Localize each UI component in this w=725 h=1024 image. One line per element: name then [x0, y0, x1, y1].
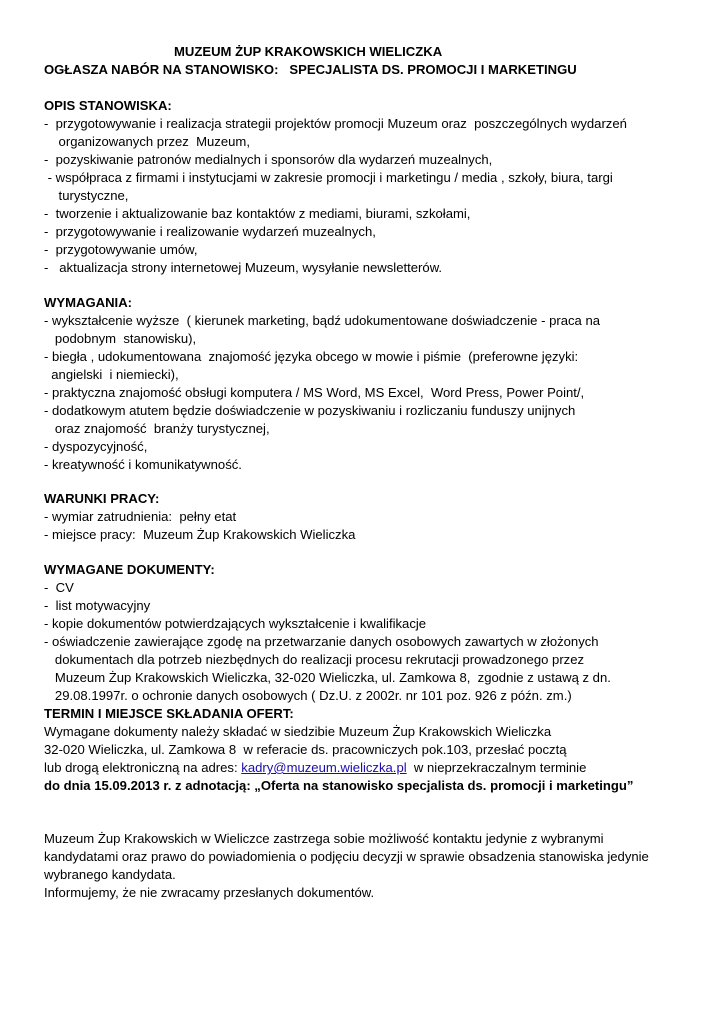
- footer-line: kandydatami oraz prawo do powiadomienia o podjęciu decyzji w sprawie obsadzenia stanowiska jedynie: [44, 849, 649, 864]
- dokumenty-heading: WYMAGANE DOKUMENTY:: [44, 562, 215, 577]
- wymagania-line: - biegła , udokumentowana znajomość języka obcego w mowie i piśmie (preferowne języki:: [44, 349, 579, 364]
- dokumenty-line: 29.08.1997r. o ochronie danych osobowych ( Dz.U. z 2002r. nr 101 poz. 926 z późn. zm.): [44, 688, 572, 703]
- warunki-line: - miejsce pracy: Muzeum Żup Krakowskich Wieliczka: [44, 527, 356, 542]
- wymagania-line: - dyspozycyjność,: [44, 439, 148, 454]
- opis-line: - aktualizacja strony internetowej Muzeum, wysyłanie newsletterów.: [44, 260, 443, 275]
- termin-email-suffix: w nieprzekraczalnym terminie: [406, 760, 587, 775]
- opis-line: - tworzenie i aktualizowanie baz kontaktów z mediami, biurami, szkołami,: [44, 206, 471, 221]
- opis-line: organizowanych przez Muzeum,: [44, 134, 250, 149]
- org-title: MUZEUM ŻUP KRAKOWSKICH WIELICZKA: [174, 44, 443, 59]
- position-announcement: OGŁASZA NABÓR NA STANOWISKO: SPECJALISTA DS. PROMOCJI I MARKETINGU: [44, 62, 577, 77]
- opis-line: - przygotowywanie i realizacja strategii projektów promocji Muzeum oraz poszczególnych wydarzeń: [44, 116, 627, 131]
- dokumenty-line: - CV: [44, 580, 74, 595]
- dokumenty-line: - kopie dokumentów potwierdzających wykształcenie i kwalifikacje: [44, 616, 427, 631]
- wymagania-line: - dodatkowym atutem będzie doświadczenie w pozyskiwaniu i rozliczaniu funduszy unijnych: [44, 403, 576, 418]
- wymagania-heading: WYMAGANIA:: [44, 295, 133, 310]
- wymagania-line: angielski i niemiecki),: [44, 367, 179, 382]
- termin-line: Wymagane dokumenty należy składać w siedzibie Muzeum Żup Krakowskich Wieliczka: [44, 724, 552, 739]
- wymagania-line: - kreatywność i komunikatywność.: [44, 457, 242, 472]
- termin-email-line: [44, 759, 586, 777]
- wymagania-line: oraz znajomość branży turystycznej,: [44, 421, 270, 436]
- footer-line: Muzeum Żup Krakowskich w Wieliczce zastrzega sobie możliwość kontaktu jedynie z wybranymi: [44, 831, 604, 846]
- footer-line: wybranego kandydata.: [44, 867, 176, 882]
- termin-line: 32-020 Wieliczka, ul. Zamkowa 8 w referacie ds. pracowniczych pok.103, przesłać pocztą: [44, 742, 567, 757]
- warunki-line: - wymiar zatrudnienia: pełny etat: [44, 509, 237, 524]
- wymagania-line: podobnym stanowisku),: [44, 331, 197, 346]
- opis-line: - współpraca z firmami i instytucjami w zakresie promocji i marketingu / media , szkoły, biura, targi: [44, 170, 613, 185]
- dokumenty-line: - oświadczenie zawierające zgodę na przetwarzanie danych osobowych zawartych w złożonych: [44, 634, 599, 649]
- warunki-heading: WARUNKI PRACY:: [44, 491, 160, 506]
- termin-email-prefix: lub drogą elektroniczną na adres:: [44, 760, 242, 775]
- footer-line: Informujemy, że nie zwracamy przesłanych dokumentów.: [44, 885, 375, 900]
- opis-line: turystyczne,: [44, 188, 129, 203]
- opis-line: - przygotowywanie umów,: [44, 242, 198, 257]
- termin-heading: TERMIN I MIEJSCE SKŁADANIA OFERT:: [44, 706, 294, 721]
- deadline-line: do dnia 15.09.2013 r. z adnotacją: „Oferta na stanowisko specjalista ds. promocji i marketingu”: [44, 778, 634, 793]
- opis-line: - pozyskiwanie patronów medialnych i sponsorów dla wydarzeń muzealnych,: [44, 152, 493, 167]
- wymagania-line: - praktyczna znajomość obsługi komputera / MS Word, MS Excel, Word Press, Power Point/,: [44, 385, 585, 400]
- opis-heading: OPIS STANOWISKA:: [44, 98, 172, 113]
- dokumenty-line: - list motywacyjny: [44, 598, 151, 613]
- opis-line: - przygotowywanie i realizowanie wydarzeń muzealnych,: [44, 224, 376, 239]
- email-link[interactable]: kadry@muzeum.wieliczka.pl: [241, 760, 407, 775]
- wymagania-line: - wykształcenie wyższe ( kierunek marketing, bądź udokumentowane doświadczenie - praca na: [44, 313, 601, 328]
- dokumenty-line: Muzeum Żup Krakowskich Wieliczka, 32-020 Wieliczka, ul. Zamkowa 8, zgodnie z ustawą z dn.: [44, 670, 611, 685]
- dokumenty-line: dokumentach dla potrzeb niezbędnych do realizacji procesu rekrutacji prowadzonego przez: [44, 652, 585, 667]
